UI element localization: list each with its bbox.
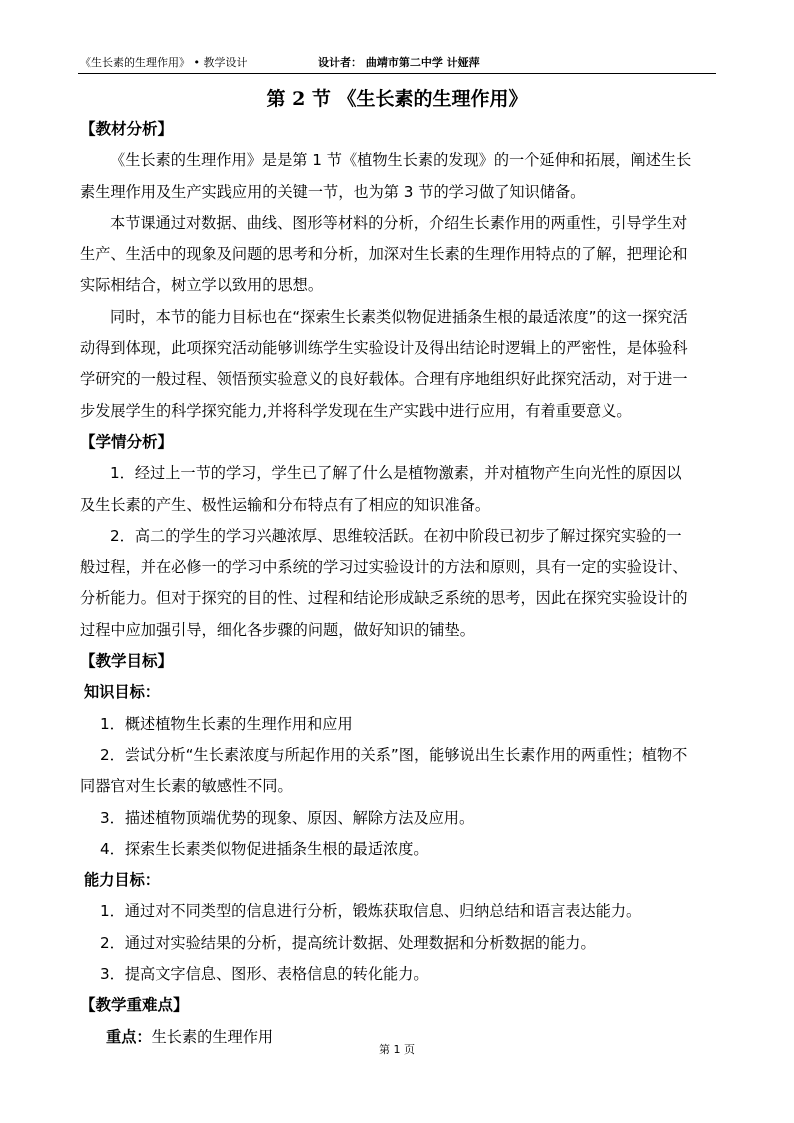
paragraph-line: 同时，本节的能力目标也在“探索生长素类似物促进插条生根的最适浓度”的这一探究活 (110, 307, 688, 326)
paragraph-line: 本节课通过对数据、曲线、图形等材料的分析，介绍生长素作用的两重性，引导学生对 (110, 213, 688, 232)
knowledge-objectives-label: 知识目标： (84, 683, 160, 702)
list-item: 3．描述植物顶端优势的现象、原因、解除方法及应用。 (100, 808, 475, 827)
paragraph-line: 及生长素的产生、极性运输和分布特点有了相应的知识准备。 (80, 495, 491, 514)
list-item: 2．通过对实验结果的分析，提高统计数据、处理数据和分析数据的能力。 (100, 933, 596, 952)
paragraph-line: 实际相结合，树立学以致用的思想。 (80, 276, 323, 295)
section-heading-teaching-objectives: 【教学目标】 (80, 652, 174, 671)
section-heading-key-points: 【教学重难点】 (80, 996, 189, 1015)
page-title: 第 2 节 《生长素的生理作用》 (266, 88, 528, 110)
paragraph-line: 步发展学生的科学探究能力,并将科学发现在生产实践中进行应用，有着重要意义。 (80, 401, 632, 420)
list-item: 1．通过对不同类型的信息进行分析，锻炼获取信息、归纳总结和语言表达能力。 (100, 902, 642, 921)
page-number: 第 1 页 (379, 1043, 415, 1056)
paragraph-line: 素生理作用及生产实践应用的关键一节，也为第 3 节的学习做了知识储备。 (80, 182, 586, 201)
paragraph-line: 般过程，并在必修一的学习中系统的学习过实验设计的方法和原则，具有一定的实验设计、 (80, 558, 688, 577)
header-rule (78, 73, 716, 74)
page-header (80, 54, 714, 72)
paragraph-line: 《生长素的生理作用》是是第 1 节《植物生长素的发现》的一个延伸和拓展，阐述生长 (110, 151, 692, 170)
section-heading-student-analysis: 【学情分析】 (80, 432, 174, 451)
ability-objectives-label: 能力目标： (84, 871, 160, 890)
paragraph-line: 过程中应加强引导，细化各步骤的问题，做好知识的铺垫。 (80, 620, 475, 639)
list-item: 2．尝试分析“生长素浓度与所起作用的关系”图，能够说出生长素作用的两重性；植物不 (100, 745, 688, 764)
paragraph-line: 2．高二的学生的学习兴趣浓厚、思维较活跃。在初中阶段已初步了解过探究实验的一 (110, 526, 682, 545)
paragraph-line: 生产、生活中的现象及问题的思考和分析，加深对生长素的生理作用特点的了解，把理论和 (80, 245, 688, 264)
header-left-text: 《生长素的生理作用》 • 教学设计 (80, 56, 248, 69)
header-author: 设计者： 曲靖市第二中学 计娅萍 (318, 56, 480, 69)
list-item: 1．概述植物生长素的生理作用和应用 (100, 714, 353, 733)
paragraph-line: 学研究的一般过程、领悟预实验意义的良好载体。合理有序地组织好此探究活动，对于进一 (80, 370, 688, 389)
paragraph-line: 分析能力。但对于探究的目的性、过程和结论形成缺乏系统的思考，因此在探究实验设计的 (80, 589, 688, 608)
list-item: 4．探索生长素类似物促进插条生根的最适浓度。 (100, 839, 429, 858)
list-item-continuation: 同器官对生长素的敏感性不同。 (80, 777, 293, 796)
paragraph-line: 动得到体现，此项探究活动能够训练学生实验设计及得出结论时逻辑上的严密性，是体验科 (80, 339, 688, 358)
key-point-text: 生长素的生理作用 (151, 1027, 274, 1046)
paragraph-line: 1．经过上一节的学习，学生已了解了什么是植物激素，并对植物产生向光性的原因以 (110, 464, 682, 483)
list-item: 3．提高文字信息、图形、表格信息的转化能力。 (100, 965, 429, 984)
section-heading-textbook-analysis: 【教材分析】 (80, 120, 174, 138)
document-body (80, 114, 716, 1053)
key-point-label: 重点： (106, 1027, 152, 1046)
